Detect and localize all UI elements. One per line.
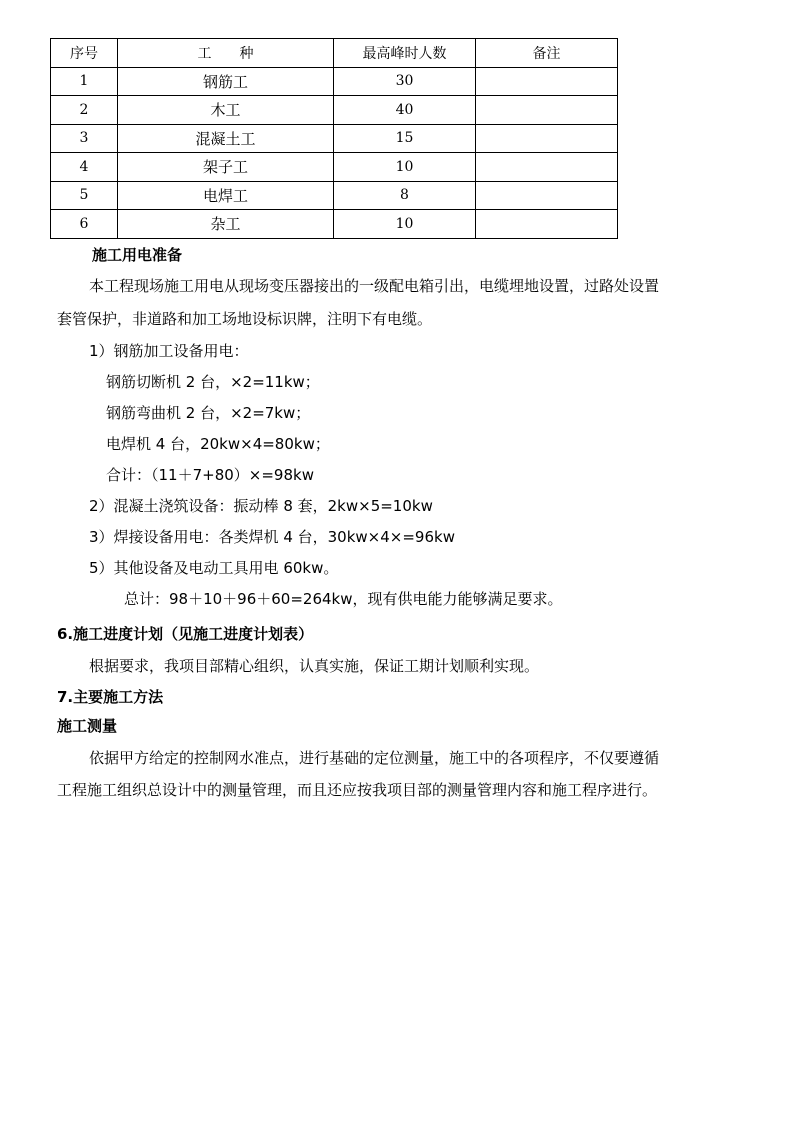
power-total: 总计：98＋10＋96＋60=264kw，现有供电能力能够满足要求。 xyxy=(124,590,563,608)
power-paragraph-line1: 本工程现场施工用电从现场变压器接出的一级配电箱引出，电缆埋地设置，过路处设置 xyxy=(89,277,660,295)
cell-trade: 混凝土工 xyxy=(118,124,334,153)
table-row xyxy=(51,181,618,210)
table-row xyxy=(51,210,618,239)
power-item-3: 3）焊接设备用电：各类焊机 4 台，30kw×4×=96kw xyxy=(89,528,455,546)
cell-trade: 架子工 xyxy=(118,153,334,182)
power-paragraph-line2: 套管保护，非道路和加工场地设标识牌，注明下有电缆。 xyxy=(57,310,433,328)
cell-note xyxy=(476,67,618,96)
methods-heading: 7.主要施工方法 xyxy=(57,688,164,706)
power-item-5: 5）其他设备及电动工具用电 60kw。 xyxy=(89,559,339,577)
cell-note xyxy=(476,210,618,239)
cell-note xyxy=(476,124,618,153)
cell-trade: 杂工 xyxy=(118,210,334,239)
table-row xyxy=(51,67,618,96)
cell-count: 8 xyxy=(334,181,476,210)
cell-note xyxy=(476,181,618,210)
power-item-1-subtotal: 合计：（11＋7+80）×=98kw xyxy=(106,466,314,484)
survey-paragraph-line2: 工程施工组织总设计中的测量管理，而且还应按我项目部的测量管理内容和施工程序进行。 xyxy=(57,781,658,799)
header-trade: 工 种 xyxy=(118,39,334,68)
cell-note xyxy=(476,153,618,182)
survey-heading: 施工测量 xyxy=(57,717,118,735)
cell-count: 40 xyxy=(334,96,476,125)
power-item-1-bender: 钢筋弯曲机 2 台，×2=7kw； xyxy=(106,404,311,422)
cell-count: 10 xyxy=(334,153,476,182)
table-row xyxy=(51,96,618,125)
cell-no: 1 xyxy=(51,67,118,96)
table-row xyxy=(51,124,618,153)
survey-paragraph-line1: 依据甲方给定的控制网水准点，进行基础的定位测量，施工中的各项程序，不仅要遵循 xyxy=(89,749,660,767)
power-item-1-welder: 电焊机 4 台，20kw×4=80kw； xyxy=(106,435,330,453)
header-no: 序号 xyxy=(51,39,118,68)
cell-no: 6 xyxy=(51,210,118,239)
labor-table xyxy=(50,38,618,239)
cell-trade: 电焊工 xyxy=(118,181,334,210)
table-row xyxy=(51,153,618,182)
cell-no: 2 xyxy=(51,96,118,125)
schedule-paragraph: 根据要求，我项目部精心组织，认真实施，保证工期计划顺利实现。 xyxy=(89,657,540,675)
power-item-2: 2）混凝土浇筑设备：振动棒 8 套，2kw×5=10kw xyxy=(89,497,433,515)
cell-note xyxy=(476,96,618,125)
cell-no: 4 xyxy=(51,153,118,182)
cell-count: 30 xyxy=(334,67,476,96)
header-note: 备注 xyxy=(476,39,618,68)
power-heading: 施工用电准备 xyxy=(92,246,183,264)
cell-count: 10 xyxy=(334,210,476,239)
cell-no: 3 xyxy=(51,124,118,153)
cell-trade: 木工 xyxy=(118,96,334,125)
power-item-1: 1）钢筋加工设备用电： xyxy=(89,342,249,360)
table-header-row xyxy=(51,39,618,68)
header-peak-count: 最高峰时人数 xyxy=(334,39,476,68)
cell-no: 5 xyxy=(51,181,118,210)
cell-count: 15 xyxy=(334,124,476,153)
power-item-1-cutter: 钢筋切断机 2 台，×2=11kw； xyxy=(106,373,320,391)
cell-trade: 钢筋工 xyxy=(118,67,334,96)
schedule-heading: 6.施工进度计划（见施工进度计划表） xyxy=(57,625,314,643)
